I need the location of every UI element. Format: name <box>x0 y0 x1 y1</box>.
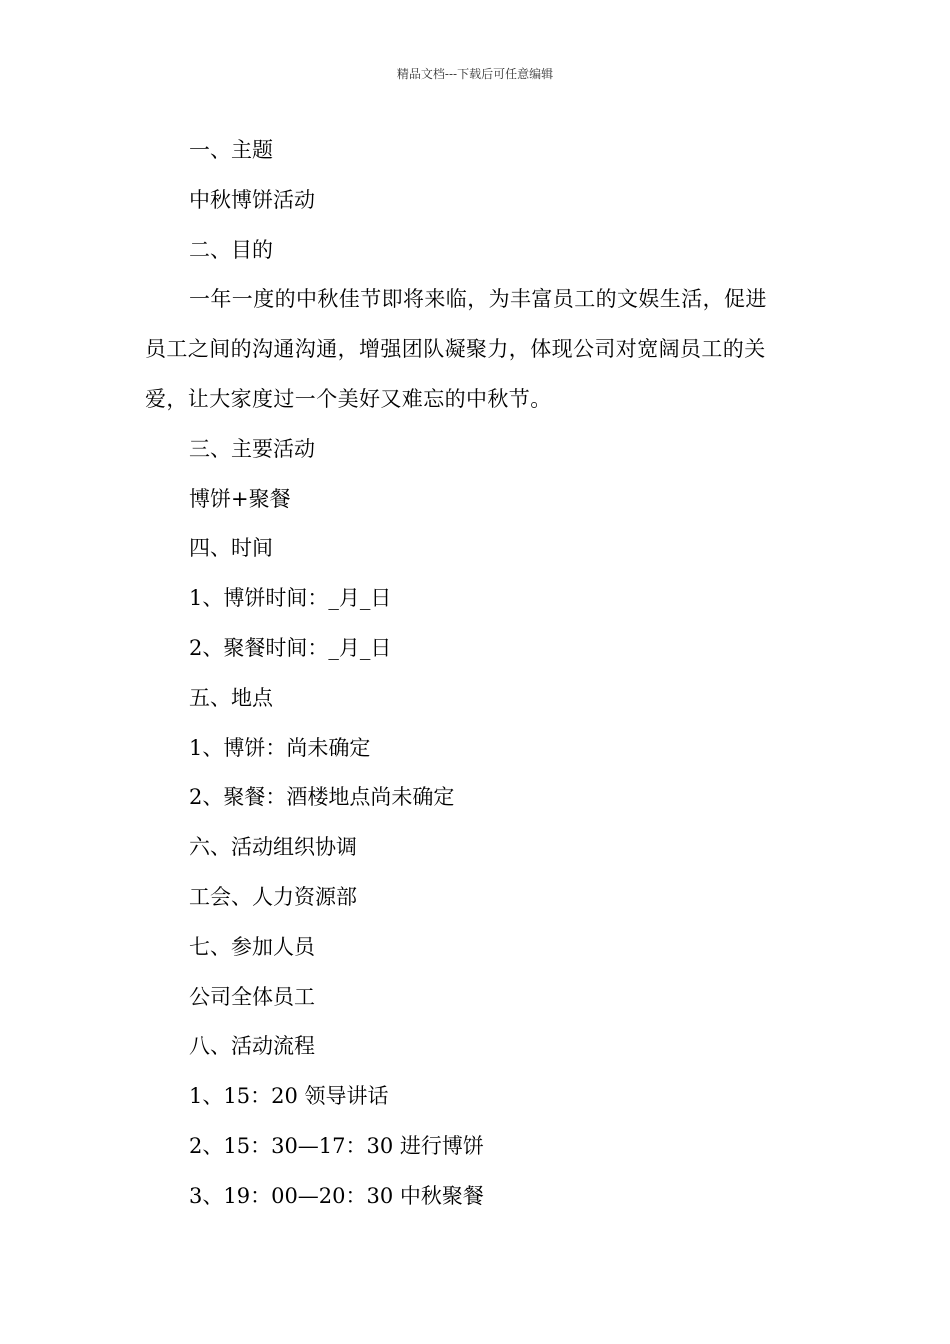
section-heading-participants: 七、参加人员 <box>189 934 315 959</box>
activities-text: 博饼+聚餐 <box>189 486 291 511</box>
section-heading-purpose: 二、目的 <box>189 237 273 262</box>
page-header: 精品文档---下载后可任意编辑 <box>396 67 554 81</box>
time-item-2: 2、聚餐时间：_月_日 <box>189 635 392 660</box>
participants-text: 公司全体员工 <box>189 984 315 1009</box>
purpose-line-3: 爱，让大家度过一个美好又难忘的中秋节。 <box>145 386 552 411</box>
section-heading-organizer: 六、活动组织协调 <box>189 835 357 860</box>
time-item-1: 1、博饼时间：_月_日 <box>189 586 392 611</box>
theme-text: 中秋博饼活动 <box>189 187 315 212</box>
purpose-line-2: 员工之间的沟通沟通，增强团队凝聚力，体现公司对宽阔员工的关 <box>145 337 766 362</box>
section-heading-activities: 三、主要活动 <box>189 436 315 461</box>
section-heading-theme: 一、主题 <box>189 138 273 162</box>
document-body <box>145 126 810 1222</box>
organizer-text: 工会、人力资源部 <box>189 884 357 909</box>
process-item-2: 2、15：30—17：30 进行博饼 <box>189 1133 484 1158</box>
purpose-line-1: 一年一度的中秋佳节即将来临，为丰富员工的文娱生活，促进 <box>189 287 767 312</box>
process-item-3: 3、19：00—20：30 中秋聚餐 <box>189 1183 484 1208</box>
section-heading-location: 五、地点 <box>189 685 273 710</box>
section-heading-time: 四、时间 <box>189 536 273 561</box>
location-item-2: 2、聚餐：酒楼地点尚未确定 <box>189 785 455 810</box>
purpose-paragraph <box>145 275 810 424</box>
process-item-1: 1、15：20 领导讲话 <box>189 1084 389 1109</box>
location-item-1: 1、博饼：尚未确定 <box>189 735 371 760</box>
section-heading-process: 八、活动流程 <box>189 1034 315 1059</box>
